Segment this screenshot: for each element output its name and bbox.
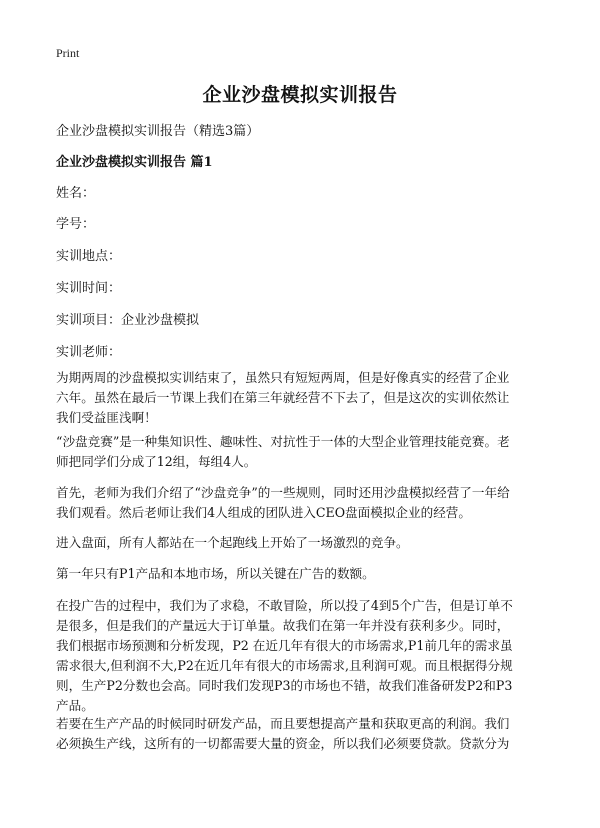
field-student-id: 学号： — [56, 217, 96, 232]
paragraph-5 — [56, 564, 546, 584]
paragraph-6 — [56, 596, 546, 716]
paragraph-line: 六年。虽然在最后一节课上我们在第三年就经营不下去了，但是这次的实训依然让 — [56, 390, 510, 405]
field-name: 姓名： — [56, 186, 96, 201]
paragraph-line: 需求很大,但利润不大,P2在近几年有很大的市场需求,且利润可观。而且根据得分规 — [56, 658, 513, 673]
field-teacher: 实训老师： — [56, 345, 122, 360]
paragraph-2 — [56, 432, 546, 472]
paragraph-7 — [56, 714, 546, 754]
paragraph-line: 我们根据市场预测和分析发现，P2 在近几年有很大的市场需求,P1前几年的需求虽 — [56, 638, 513, 653]
paragraph-line: 第一年只有P1产品和本地市场，所以关键在广告的数额。 — [56, 566, 375, 581]
field-time: 实训时间： — [56, 281, 122, 296]
section-heading: 企业沙盘模拟实训报告 篇1 — [56, 155, 213, 170]
paragraph-line: 我们受益匪浅啊！ — [56, 410, 157, 425]
paragraph-line: 首先，老师为我们介绍了“沙盘竞争”的一些规则，同时还用沙盘模拟经营了一年给 — [56, 485, 510, 500]
paragraph-line: “沙盘竞赛”是一种集知识性、趣味性、对抗性于一体的大型企业管理技能竞赛。老 — [56, 434, 510, 449]
paragraph-4 — [56, 533, 546, 553]
document-subtitle: 企业沙盘模拟实训报告（精选3篇） — [56, 124, 260, 139]
paragraph-line: 在投广告的过程中，我们为了求稳，不敢冒险，所以投了4到5个广告，但是订单不 — [56, 598, 513, 613]
paragraph-line: 我们观看。然后老师让我们4人组成的团队进入CEO盘面模拟企业的经营。 — [56, 505, 471, 520]
paragraph-line: 必须换生产线，这所有的一切都需要大量的资金，所以我们必须要贷款。贷款分为 — [56, 736, 510, 751]
paragraph-line: 则，生产P2分数也会高。同时我们发现P3的市场也不错，故我们准备研发P2和P3 — [56, 678, 513, 693]
paragraph-line: 进入盘面，所有人都站在一个起跑线上开始了一场激烈的竞争。 — [56, 535, 409, 550]
field-project: 实训项目：企业沙盘模拟 — [56, 313, 200, 328]
paragraph-line: 是很多，但是我们的产量远大于订单量。故我们在第一年并没有获利多少。同时， — [56, 618, 510, 633]
document-title: 企业沙盘模拟实训报告 — [202, 84, 398, 106]
print-label: Print — [56, 46, 80, 60]
paragraph-3 — [56, 483, 546, 523]
paragraph-line: 若要在生产产品的时候同时研发产品，而且要想提高产量和获取更高的利润。我们 — [56, 716, 510, 731]
paragraph-line: 师把同学们分成了12组，每组4人。 — [56, 454, 257, 469]
paragraph-1 — [56, 368, 546, 428]
field-location: 实训地点： — [56, 249, 122, 264]
paragraph-line: 产品。 — [56, 698, 94, 713]
paragraph-line: 为期两周的沙盘模拟实训结束了，虽然只有短短两周，但是好像真实的经营了企业 — [56, 370, 510, 385]
